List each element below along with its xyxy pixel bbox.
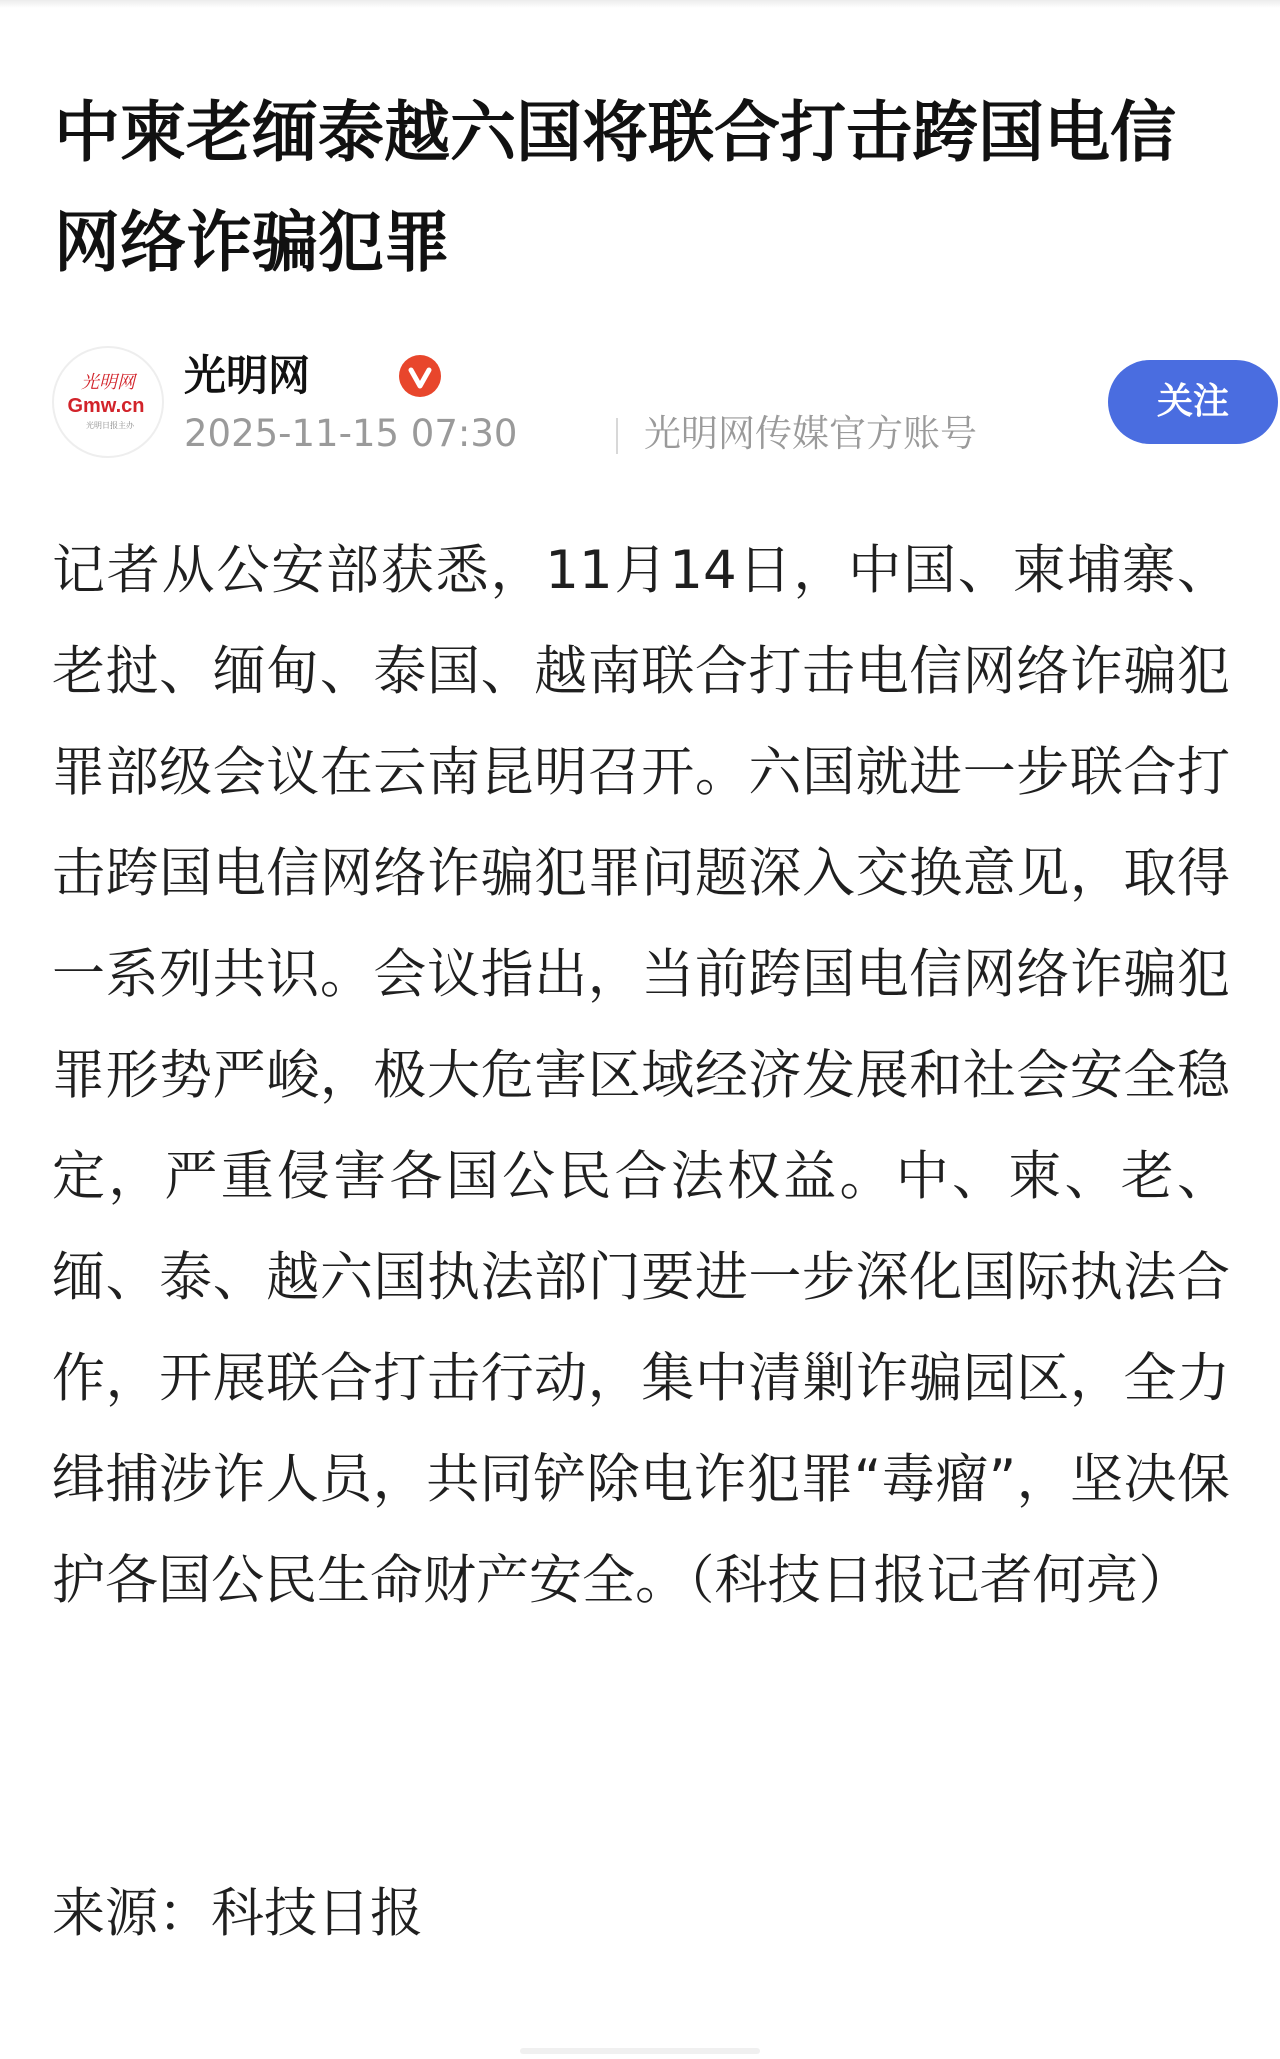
author-avatar[interactable]	[52, 346, 164, 458]
account-description: 光明网传媒官方账号	[644, 412, 977, 455]
svg-text:光明网: 光明网	[81, 372, 135, 393]
follow-button[interactable]: 关注	[1108, 360, 1278, 444]
publish-timestamp: 2025-11-15 07:30	[184, 412, 518, 455]
svg-text:Gmw.cn: Gmw.cn	[67, 395, 145, 417]
svg-text:光明日报主办: 光明日报主办	[86, 421, 134, 430]
author-name[interactable]: 光明网	[184, 351, 311, 400]
article-title: 中柬老缅泰越六国将联合打击跨国电信网络诈骗犯罪	[54, 94, 1176, 281]
bottom-scroll-indicator	[520, 2048, 760, 2054]
article-source: 来源：科技日报	[52, 1883, 423, 1944]
author-row	[52, 340, 1232, 465]
top-shadow-bar	[0, 0, 1280, 8]
gmw-logo-icon	[54, 348, 162, 456]
meta-divider	[616, 418, 618, 454]
article-body: 记者从公安部获悉，11月14日，中国、柬埔寨、老挝、缅甸、泰国、越南联合打击电信网络诈骗犯罪部级会议在云南昆明召开。六国就进一步联合打击跨国电信网络诈骗犯罪问题深入交换意见，取得一系列共识。会议指出，当前跨国电信网络诈骗犯罪形势严峻，极大危害区域经济发展和社会安全稳定，严重侵害各国公民合法权益。中、柬、老、缅、泰、越六国执法部门要进一步深化国际执法合作，开展联合打击行动，集中清剿诈骗园区，全力缉捕涉诈人员，共同铲除电诈犯罪“毒瘤”，坚决保护各国公民生命财产安全。（科技日报记者何亮）	[52, 540, 1230, 1611]
verified-badge-icon	[398, 354, 442, 398]
